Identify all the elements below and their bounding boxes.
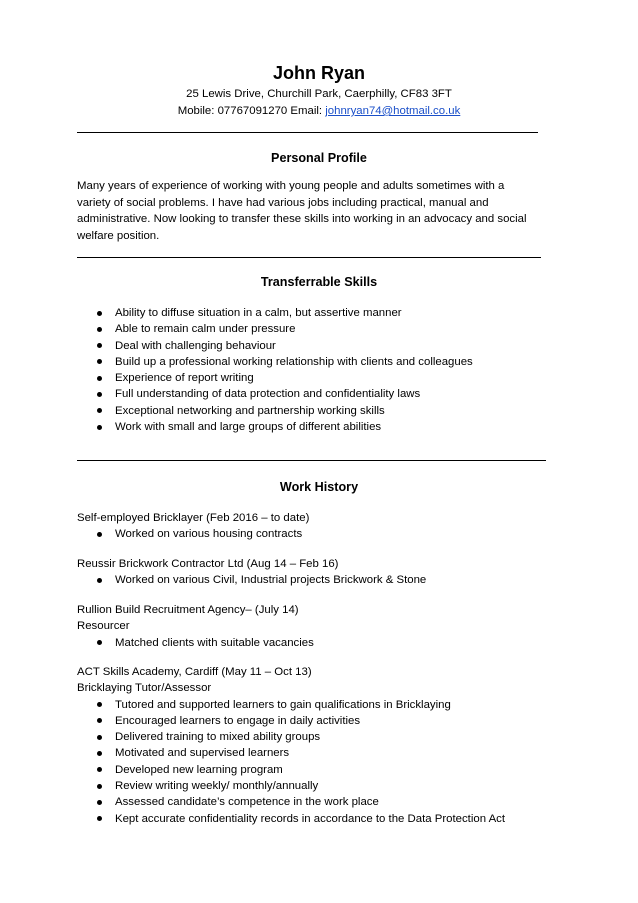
bullet-icon xyxy=(97,816,102,821)
divider-rule xyxy=(77,132,538,133)
job-heading: Self-employed Bricklayer (Feb 2016 – to date) xyxy=(77,512,310,524)
list-item: Kept accurate confidentiality records in accordance to the Data Protection Act xyxy=(77,811,547,827)
list-item: Deal with challenging behaviour xyxy=(77,338,547,354)
list-item: Work with small and large groups of different abilities xyxy=(77,419,547,435)
skills-heading: Transferrable Skills xyxy=(260,275,378,289)
email-link[interactable]: johnryan74@hotmail.co.uk xyxy=(325,105,461,117)
job-role: Bricklaying Tutor/Assessor xyxy=(77,682,212,695)
job-role: Resourcer xyxy=(77,620,130,633)
skills-block xyxy=(77,305,547,435)
profile-heading: Personal Profile xyxy=(271,151,367,165)
job-bullets xyxy=(77,697,547,827)
bullet-icon xyxy=(97,376,102,381)
bullet-icon xyxy=(97,767,102,772)
job-bullets xyxy=(77,526,547,542)
job-heading: Rullion Build Recruitment Agency– (July 14) xyxy=(77,604,299,616)
divider-rule xyxy=(77,460,546,461)
mobile-text: Mobile: 07767091270 Email: xyxy=(177,105,326,117)
profile-line: variety of social problems. I have had various jobs including practical, manual and xyxy=(77,196,489,209)
bullet-icon xyxy=(97,751,102,756)
job-entry xyxy=(77,664,547,827)
bullet-icon xyxy=(97,343,102,348)
bullet-icon xyxy=(97,425,102,430)
profile-line: welfare position. xyxy=(77,229,160,242)
job-bullets xyxy=(77,572,547,588)
bullet-icon xyxy=(97,735,102,740)
list-item: Able to remain calm under pressure xyxy=(77,321,547,337)
list-item: Full understanding of data protection and confidentiality laws xyxy=(77,386,547,402)
job-entry xyxy=(77,510,547,543)
bullet-icon xyxy=(97,392,102,397)
list-item: Motivated and supervised learners xyxy=(77,745,547,761)
bullet-icon xyxy=(97,718,102,723)
list-item: Encouraged learners to engage in daily activities xyxy=(77,713,547,729)
skills-list xyxy=(77,305,547,435)
candidate-name: John Ryan xyxy=(272,63,365,83)
list-item: Build up a professional working relationship with clients and colleagues xyxy=(77,354,547,370)
list-item: Ability to diffuse situation in a calm, but assertive manner xyxy=(77,305,547,321)
bullet-icon xyxy=(97,408,102,413)
job-heading: Reussir Brickwork Contractor Ltd (Aug 14 – Feb 16) xyxy=(77,558,339,570)
list-item: Delivered training to mixed ability groups xyxy=(77,729,547,745)
bullet-icon xyxy=(97,327,102,332)
job-entry xyxy=(77,556,547,589)
bullet-icon xyxy=(97,359,102,364)
job-heading: ACT Skills Academy, Cardiff (May 11 – Oct 13) xyxy=(77,666,312,678)
bullet-icon xyxy=(97,311,102,316)
work-heading: Work History xyxy=(279,480,359,494)
list-item: Developed new learning program xyxy=(77,762,547,778)
bullet-icon xyxy=(97,800,102,805)
job-entry xyxy=(77,602,547,651)
list-item: Worked on various Civil, Industrial projects Brickwork & Stone xyxy=(77,572,547,588)
list-item: Experience of report writing xyxy=(77,370,547,386)
divider-rule xyxy=(77,257,541,258)
profile-line: Many years of experience of working with young people and adults sometimes with a xyxy=(77,180,505,192)
list-item: Review writing weekly/ monthly/annually xyxy=(77,778,547,794)
contact-line xyxy=(0,103,638,119)
list-item: Tutored and supported learners to gain qualifications in Bricklaying xyxy=(77,697,547,713)
job-bullets xyxy=(77,635,547,651)
list-item: Matched clients with suitable vacancies xyxy=(77,635,547,651)
bullet-icon xyxy=(97,640,102,645)
list-item: Worked on various housing contracts xyxy=(77,526,547,542)
list-item: Exceptional networking and partnership working skills xyxy=(77,403,547,419)
bullet-icon xyxy=(97,784,102,789)
bullet-icon xyxy=(97,532,102,537)
profile-block xyxy=(77,178,547,244)
bullet-icon xyxy=(97,578,102,583)
bullet-icon xyxy=(97,702,102,707)
list-item: Assessed candidate’s competence in the work place xyxy=(77,794,547,810)
address-line: 25 Lewis Drive, Churchill Park, Caerphilly, CF83 3FT xyxy=(186,88,452,100)
profile-line: administrative. Now looking to transfer these skills into working in an advocacy and social xyxy=(77,213,527,225)
